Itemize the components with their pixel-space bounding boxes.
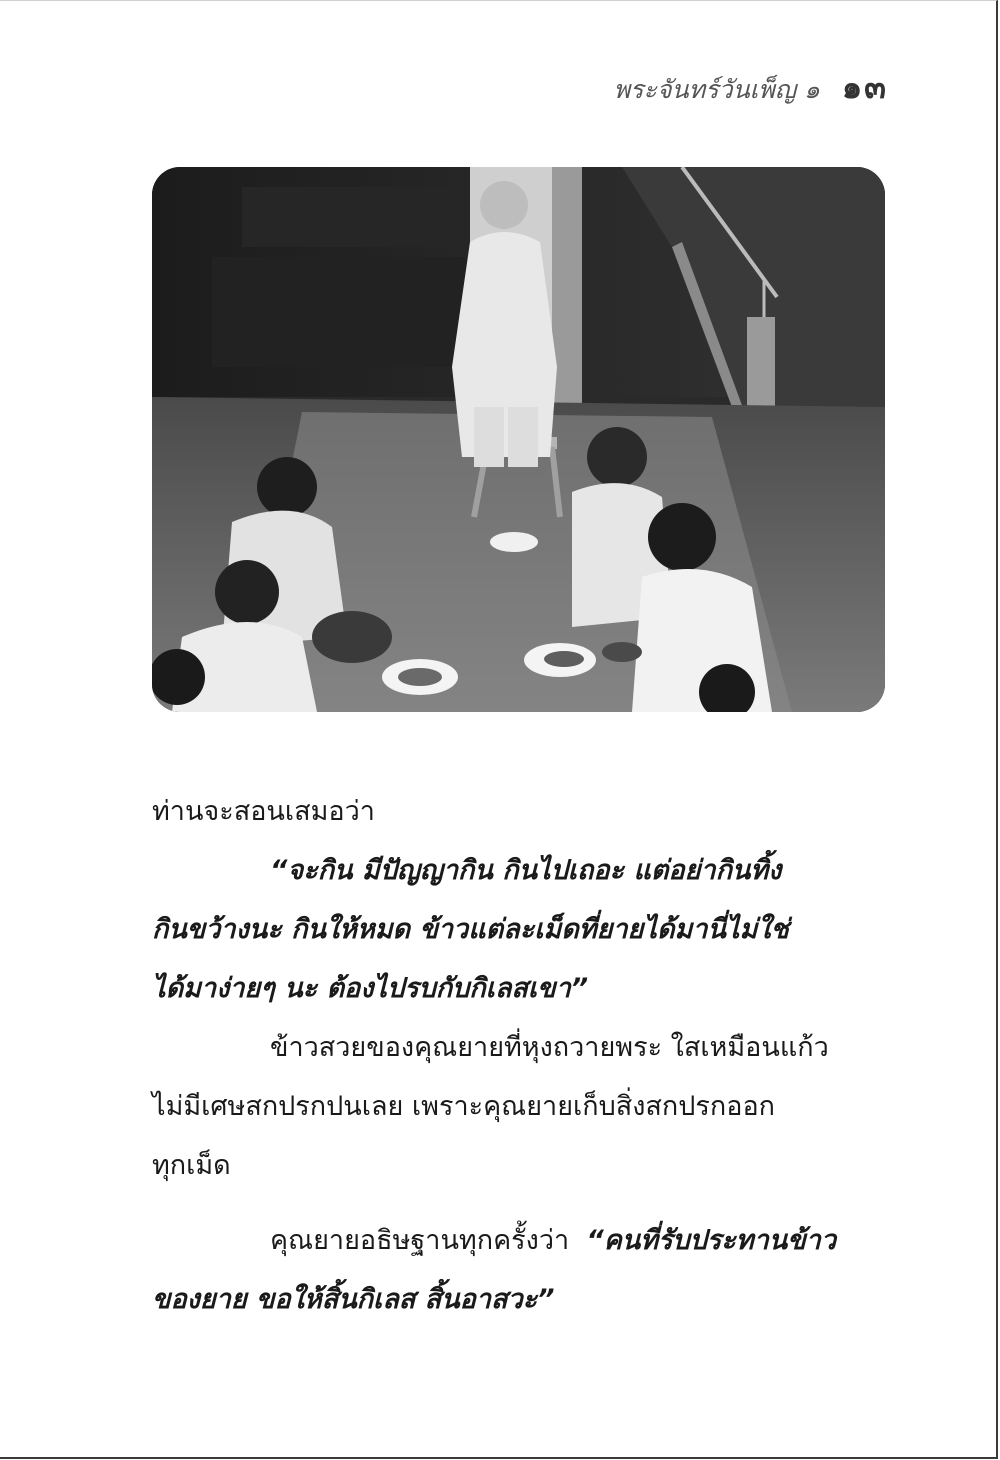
quote-line: ได้มาง่ายๆ นะ ต้องไปรบกับกิเลสเขา” bbox=[152, 973, 589, 1004]
paragraph-line bbox=[152, 1211, 885, 1270]
photo-youth-head bbox=[587, 427, 647, 487]
body-text bbox=[152, 782, 885, 1329]
photo-youth-legs bbox=[312, 611, 392, 663]
paragraph-lead: คุณยายอธิษฐานทุกครั้งว่า bbox=[270, 1225, 570, 1256]
running-header bbox=[614, 62, 888, 113]
quote-fragment: “คนที่รับประทานข้าว bbox=[586, 1225, 836, 1256]
paragraph-line: ข้าวสวยของคุณยายที่หุงถวายพระ ใสเหมือนแก้ว bbox=[270, 1032, 829, 1063]
photo-elder-head bbox=[480, 181, 528, 229]
photo-bowl bbox=[602, 642, 642, 662]
photo-wall-panel bbox=[242, 187, 462, 247]
quote-line: กินขว้างนะ กินให้หมด ข้าวแต่ละเม็ดที่ยายได้มานี่ไม่ใช่ bbox=[152, 914, 789, 945]
paragraph-line: ทุกเม็ด bbox=[152, 1150, 231, 1181]
intro-line: ท่านจะสอนเสมอว่า bbox=[152, 796, 375, 827]
photograph bbox=[152, 167, 885, 712]
photo-youth-head bbox=[215, 560, 279, 624]
photo-scene bbox=[152, 167, 885, 712]
page-number: ๑๓ bbox=[841, 68, 888, 106]
photo-elder-body bbox=[452, 232, 557, 457]
paragraph-line: ไม่มีเศษสกปรกปนเลย เพราะคุณยายเก็บสิ่งสกปรกออก bbox=[152, 1091, 776, 1122]
photo-youth-head bbox=[648, 503, 716, 571]
photo-wall-panel bbox=[212, 257, 472, 367]
running-title: พระจันทร์วันเพ็ญ ๑ bbox=[613, 75, 820, 104]
photo-sandals bbox=[490, 532, 538, 552]
photo-youth-head bbox=[257, 457, 317, 517]
quote-line: ของยาย ขอให้สิ้นกิเลส สิ้นอาสวะ” bbox=[152, 1284, 555, 1315]
quote-line: “จะกิน มีปัญญากิน กินไปเถอะ แต่อย่ากินทิ้ง bbox=[270, 855, 782, 886]
